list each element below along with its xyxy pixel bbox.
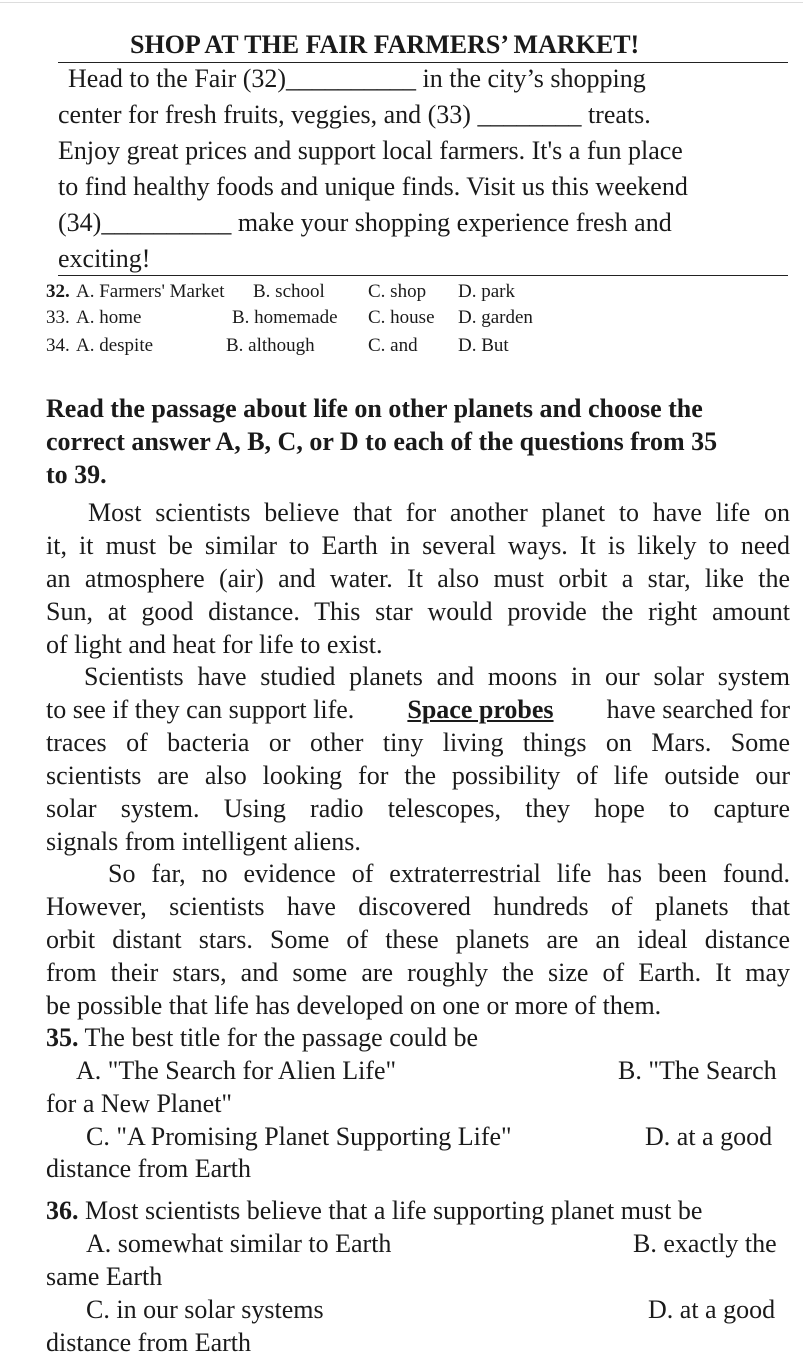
q36-option-c[interactable]: C. in our solar systems: [86, 1295, 324, 1324]
q35-option-d[interactable]: D. at a good: [645, 1122, 773, 1151]
p1-line-3: an atmosphere (air) and water. It also must orbit a star, like the: [46, 564, 790, 593]
q32-number: 32.: [46, 281, 70, 302]
p2-line-1: Scientists have studied planets and moons in our solar system: [84, 662, 790, 691]
p3-line-1: So far, no evidence of extraterrestrial life has been found.: [108, 859, 790, 888]
q32-option-d[interactable]: D. park: [458, 281, 515, 302]
title-rule: [58, 62, 788, 63]
q36-option-a[interactable]: A. somewhat similar to Earth: [86, 1229, 392, 1258]
instruction-line-2: correct answer A, B, C, or D to each of the questions from 35: [46, 427, 718, 456]
q33-option-c[interactable]: C. house: [368, 307, 435, 328]
q32-option-c[interactable]: C. shop: [368, 281, 427, 302]
p2-line-4: scientists are also looking for the possibility of life outside our: [46, 761, 790, 790]
q33-option-b[interactable]: B. homemade: [232, 307, 338, 328]
instruction-line-3: to 39.: [46, 460, 107, 489]
q35-stem-text: The best title for the passage could be: [84, 1023, 479, 1052]
q35-option-c[interactable]: C. "A Promising Planet Supporting Life": [86, 1122, 512, 1151]
p3-line-4: from their stars, and some are roughly the size of Earth. It may: [46, 958, 790, 987]
q34-option-d[interactable]: D. But: [458, 335, 509, 356]
q36-stem: [46, 1196, 702, 1226]
q32-option-a[interactable]: A. Farmers' Market: [76, 281, 225, 302]
q34-option-c[interactable]: C. and: [368, 335, 418, 356]
q35-option-d-cont: distance from Earth: [46, 1154, 252, 1183]
q34-option-a[interactable]: A. despite: [76, 335, 154, 356]
q33-option-d[interactable]: D. garden: [458, 307, 533, 328]
p2-line-6: signals from intelligent aliens.: [46, 827, 361, 856]
q35-option-b[interactable]: B. "The Search: [618, 1056, 777, 1085]
p3-line-5: be possible that life has developed on one or more of them.: [46, 991, 662, 1020]
q36-option-b[interactable]: B. exactly the: [633, 1229, 777, 1258]
shop-line-2: center for fresh fruits, veggies, and (33) ________ treats.: [58, 100, 651, 129]
p3-line-3: orbit distant stars. Some of these planets are an ideal distance: [46, 925, 790, 954]
q35-option-a[interactable]: A. "The Search for Alien Life": [76, 1056, 397, 1085]
q36-stem-text: Most scientists believe that a life supporting planet must be: [85, 1196, 703, 1225]
q36-option-d[interactable]: D. at a good: [648, 1295, 776, 1324]
p2-line-5: solar system. Using radio telescopes, they hope to capture: [46, 794, 790, 823]
shop-line-3: Enjoy great prices and support local farmers. It's a fun place: [58, 136, 683, 165]
q33-number: 33.: [46, 307, 70, 328]
q33-option-a[interactable]: A. home: [76, 307, 142, 328]
shop-title: SHOP AT THE FAIR FARMERS’ MARKET!: [130, 30, 640, 59]
q35-number: 35.: [46, 1023, 79, 1052]
p3-line-2: However, scientists have discovered hundreds of planets that: [46, 892, 790, 921]
q35-option-b-cont: for a New Planet": [46, 1089, 233, 1118]
q36-option-b-cont: same Earth: [46, 1262, 163, 1291]
q36-number: 36.: [46, 1196, 79, 1225]
q36-option-d-cont: distance from Earth: [46, 1328, 252, 1357]
p2-line-2: [46, 695, 790, 725]
p1-line-5: of light and heat for life to exist.: [46, 630, 383, 659]
q32-option-b[interactable]: B. school: [253, 281, 325, 302]
space-probes-term: Space probes: [407, 695, 554, 724]
p1-line-2: it, it must be similar to Earth in several ways. It is likely to need: [46, 531, 790, 560]
p2-line-2-start: to see if they can support life.: [46, 695, 355, 724]
instruction-line-1: Read the passage about life on other planets and choose the: [46, 394, 703, 423]
q34-option-b[interactable]: B. although: [226, 335, 315, 356]
shop-bottom-rule: [58, 275, 788, 276]
p1-line-4: Sun, at good distance. This star would provide the right amount: [46, 597, 790, 626]
p1-line-1: Most scientists believe that for another planet to have life on: [88, 498, 790, 527]
p2-line-2-end: have searched for: [606, 695, 790, 724]
shop-line-6: exciting!: [58, 244, 151, 273]
q35-stem: [46, 1023, 478, 1053]
shop-line-1: Head to the Fair (32)__________ in the city’s shopping: [68, 64, 646, 93]
shop-line-4: to find healthy foods and unique finds. Visit us this weekend: [58, 172, 688, 201]
p2-line-3: traces of bacteria or other tiny living things on Mars. Some: [46, 728, 790, 757]
q34-number: 34.: [46, 335, 70, 356]
shop-line-5: (34)__________ make your shopping experience fresh and: [58, 208, 672, 237]
top-border: [0, 2, 803, 3]
